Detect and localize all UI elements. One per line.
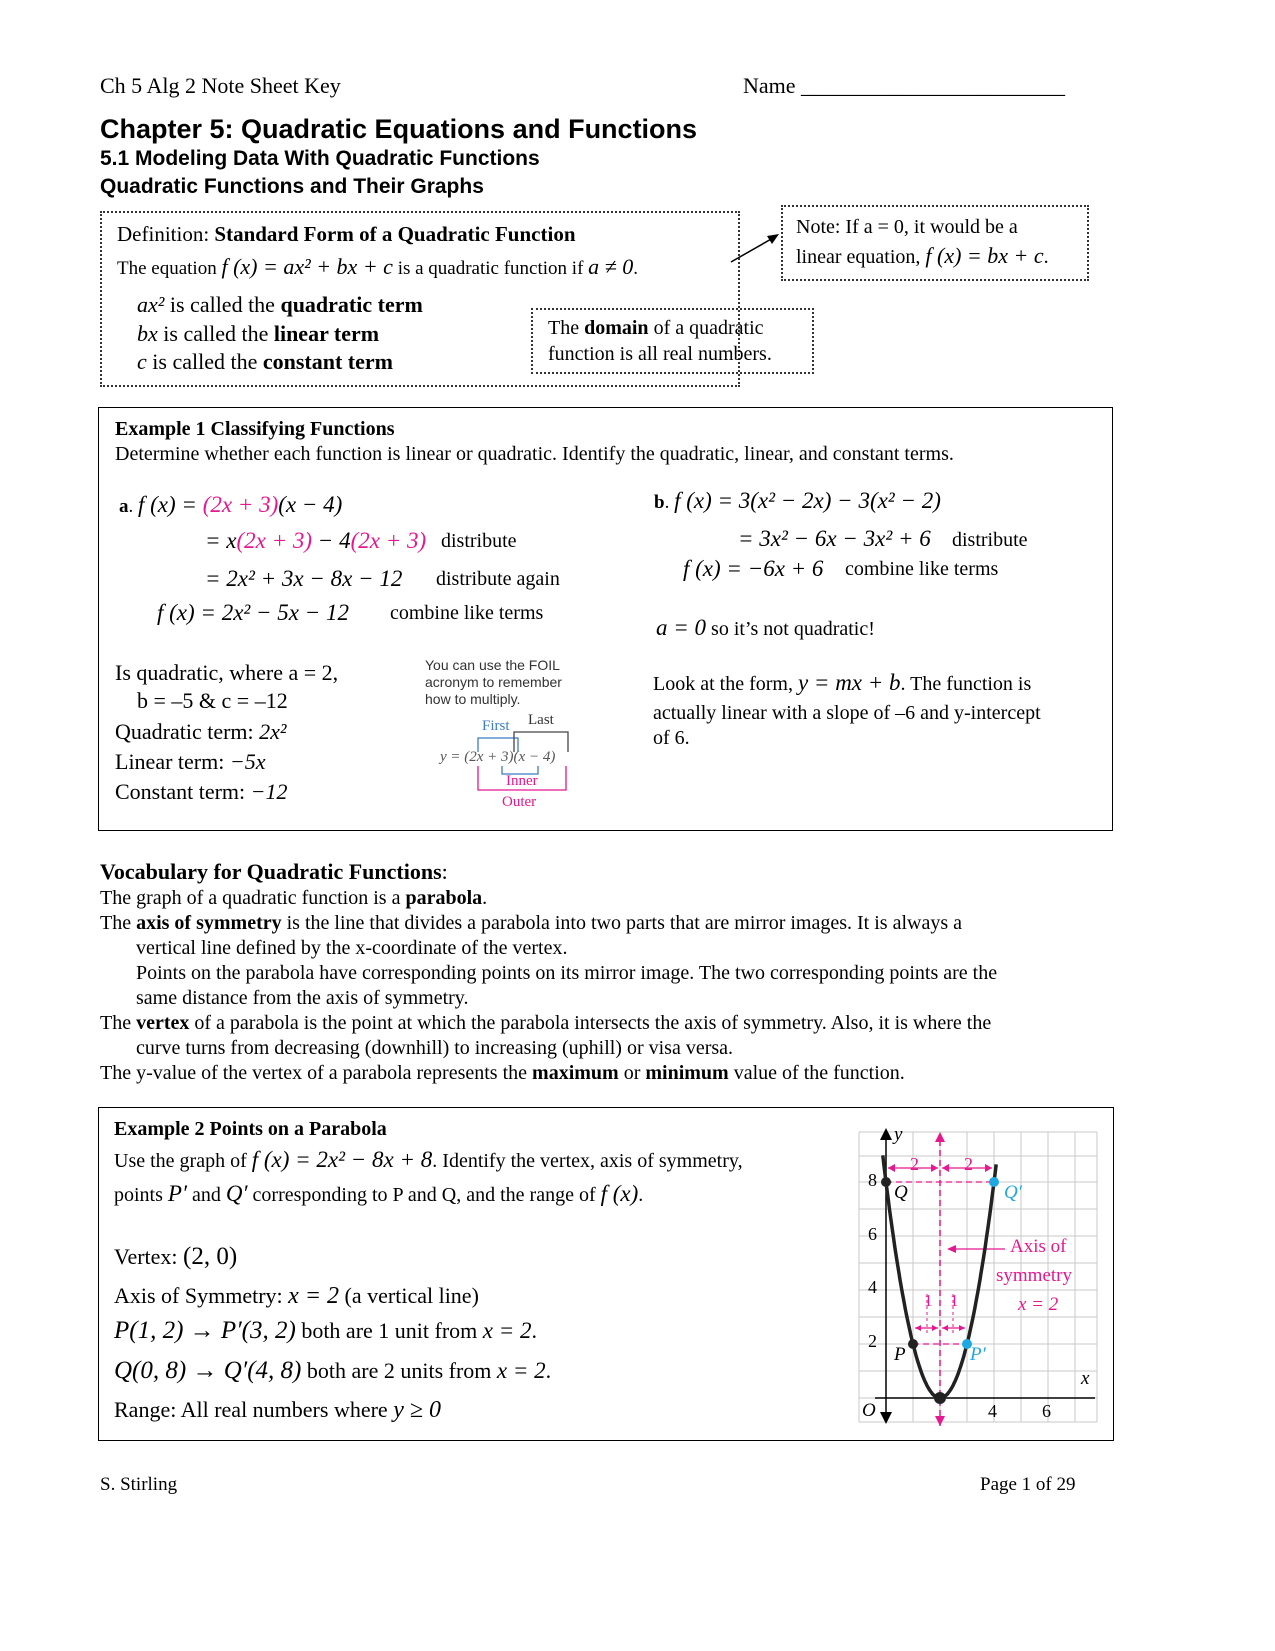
vocab-line-3: vertical line defined by the x-coordinate of the vertex. [136,937,568,959]
definition-equation: The equation f (x) = ax² + bx + c is a quadratic function if a ≠ 0. [117,254,638,279]
p-correspondence: P(1, 2) → P′(3, 2) both are 1 unit from x = 2. [114,1317,538,1344]
constant-term: Constant term: −12 [115,779,288,804]
domain-line-2: function is all real numbers. [548,343,772,365]
graph-x-label: x [1081,1368,1090,1389]
part-b-para-1: Look at the form, y = mx + b. The function is [653,670,1032,695]
point-q-prime [989,1177,999,1187]
vocab-line-6: The vertex of a parabola is the point at which the parabola intersects the axis of symmetry. Also, it is where the [100,1012,992,1034]
note-line-2: linear equation, f (x) = bx + c. [796,243,1049,268]
y-tick-8: 8 [868,1170,877,1190]
vocab-line-5: same distance from the axis of symmetry. [136,987,469,1009]
part-a-line-3: = 2x² + 3x − 8x − 12 [205,566,403,591]
vocab-line-2: The axis of symmetry is the line that divides a parabola into two parts that are mirror images. It is always a [100,912,962,934]
quadratic-term-def: ax² is called the quadratic term [137,292,423,317]
dist-top-left: 2 [910,1154,919,1174]
y-tick-4: 4 [868,1277,877,1297]
graph-y-label: y [894,1124,903,1145]
vocab-heading: Vocabulary for Quadratic Functions: [100,859,448,884]
example1-instructions: Determine whether each function is linear or quadratic. Identify the quadratic, linear, and constant terms. [115,443,954,465]
q-correspondence: Q(0, 8) → Q′(4, 8) both are 2 units from x = 2. [114,1357,552,1384]
axis-label-2: symmetry [996,1265,1072,1286]
part-b-para-2: actually linear with a slope of –6 and y-intercept [653,702,1041,724]
axis-answer: Axis of Symmetry: x = 2 (a vertical line) [114,1283,479,1309]
part-a-line-4: f (x) = 2x² − 5x − 12 [157,600,350,625]
y-tick-6: 6 [868,1224,877,1244]
example2-question-1: Use the graph of f (x) = 2x² − 8x + 8. Identify the vertex, axis of symmetry, [114,1147,743,1172]
part-a-note-distribute-again: distribute again [436,568,560,590]
definition-heading: Definition: Standard Form of a Quadratic Function [117,222,576,246]
part-b-line-2: = 3x² − 6x − 3x² + 6 [738,526,931,551]
vocab-line-7: curve turns from decreasing (downhill) to increasing (uphill) or visa versa. [136,1037,734,1059]
note-arrow-icon [725,228,785,268]
domain-line-1: The domain of a quadratic [548,317,764,339]
part-b-note-distribute: distribute [952,529,1028,551]
example1-title: Example 1 Classifying Functions [115,418,395,440]
part-a-line-1: a. f (x) = (2x + 3)(x − 4) [119,492,343,517]
note-line-1: Note: If a = 0, it would be a [796,216,1018,238]
foil-outer-label: Outer [502,794,537,810]
section-title: 5.1 Modeling Data With Quadratic Functions [100,147,540,170]
constant-term-def: c is called the constant term [137,349,393,374]
example2-title: Example 2 Points on a Parabola [114,1118,387,1140]
vocab-line-8: The y-value of the vertex of a parabola represents the maximum or minimum value of the function. [100,1062,905,1084]
part-a-note-combine: combine like terms [390,602,544,624]
dist-mid-right: 1 [950,1291,959,1310]
part-b-line-3: f (x) = −6x + 6 [683,556,824,581]
part-a-note-distribute: distribute [441,530,517,552]
foil-caption: You can use the FOIL acronym to remember how to multiply. [425,657,562,707]
part-b-note-combine: combine like terms [845,558,999,580]
chapter-title: Chapter 5: Quadratic Equations and Functions [100,114,698,144]
subsection-title: Quadratic Functions and Their Graphs [100,175,484,198]
point-q [881,1177,891,1187]
foil-expression: y = (2x + 3)(x − 4) [440,749,556,765]
label-q: Q [894,1182,908,1203]
part-b-line-1: b. f (x) = 3(x² − 2x) − 3(x² − 2) [654,488,941,513]
part-b-para-3: of 6. [653,727,690,749]
example2-question-2: points P′ and Q′ corresponding to P and Q, and the range of f (x). [114,1181,644,1206]
label-p-prime: P′ [970,1344,986,1365]
linear-term-def: bx is called the linear term [137,321,380,346]
foil-last-label: Last [528,712,554,728]
axis-label-1: Axis of [1010,1236,1067,1257]
part-a-summary-2: b = –5 & c = –12 [137,688,288,713]
vocab-line-1: The graph of a quadratic function is a parabola. [100,887,488,909]
label-p: P [894,1344,906,1365]
vertex-answer: Vertex: (2, 0) [114,1243,238,1270]
x-tick-4: 4 [988,1401,997,1421]
header-title: Ch 5 Alg 2 Note Sheet Key [100,73,341,98]
vertex-point [934,1392,946,1404]
dist-top-right: 2 [964,1154,973,1174]
graph-origin-label: O [862,1400,876,1421]
x-tick-6: 6 [1042,1401,1051,1421]
range-answer: Range: All real numbers where y ≥ 0 [114,1397,442,1423]
y-tick-2: 2 [868,1331,877,1351]
name-field: Name ________________________ [743,73,1066,98]
vocab-line-4: Points on the parabola have corresponding points on its mirror image. The two corresponding points are the [136,962,998,984]
label-q-prime: Q′ [1004,1182,1022,1203]
axis-label-3: x = 2 [1018,1294,1059,1315]
footer-page: Page 1 of 29 [980,1474,1076,1495]
quadratic-term: Quadratic term: 2x² [115,719,287,744]
dist-mid-left: 1 [924,1291,933,1310]
part-a-line-2: = x(2x + 3) − 4(2x + 3) [205,528,427,553]
part-a-summary-1: Is quadratic, where a = 2, [115,660,339,685]
foil-inner-label: Inner [506,773,538,789]
part-b-conclusion: a = 0 so it’s not quadratic! [656,615,875,640]
linear-term: Linear term: −5x [115,749,266,774]
foil-first-label: First [482,718,510,734]
point-p [908,1339,918,1349]
footer-author: S. Stirling [100,1474,178,1495]
